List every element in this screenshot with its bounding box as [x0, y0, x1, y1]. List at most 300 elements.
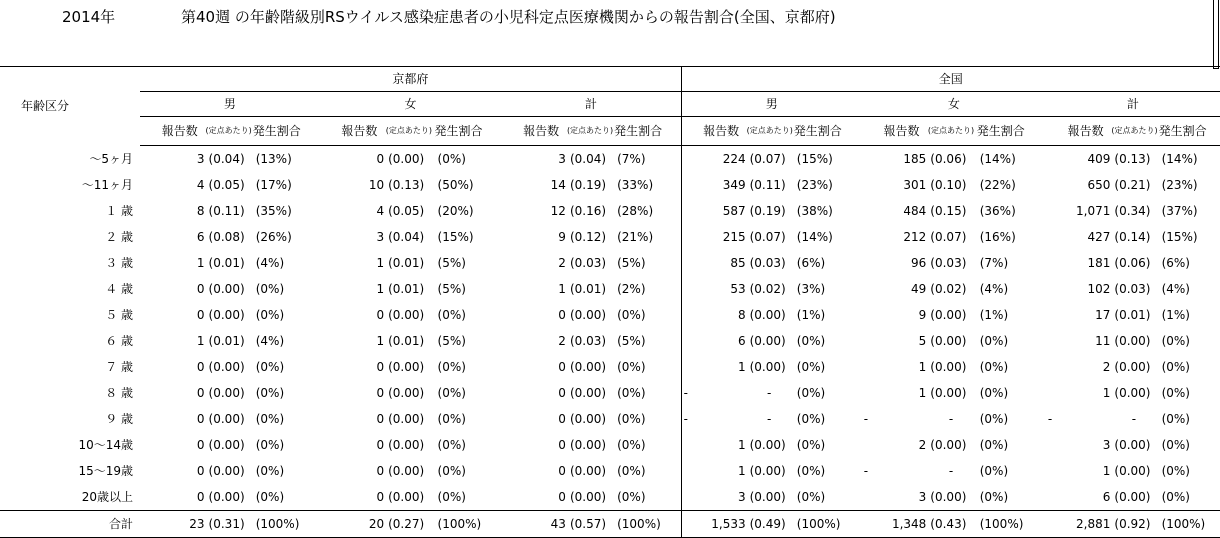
report-count: 0 — [376, 490, 385, 504]
per-sentinel: (0.21) — [1114, 178, 1151, 192]
table-row — [0, 458, 1220, 484]
per-sentinel: (0.00) — [569, 464, 607, 478]
report-count: 20 — [320, 511, 386, 538]
report-count: 185 — [903, 152, 927, 166]
incidence-ratio: (100%) — [251, 511, 320, 538]
incidence-ratio: (0%) — [437, 490, 466, 504]
national-male-header: 男 — [681, 92, 862, 117]
per-sentinel: (0.00) — [569, 438, 607, 452]
incidence-ratio: (20%) — [437, 204, 474, 218]
report-count: 2,881 — [1046, 511, 1112, 538]
incidence-ratio: (0%) — [437, 360, 466, 374]
incidence-ratio: (0%) — [979, 360, 1009, 374]
incidence-ratio: (15%) — [1161, 230, 1198, 244]
report-count: 0 — [196, 464, 205, 478]
report-count: 5 — [918, 334, 927, 348]
incidence-ratio: (0%) — [979, 438, 1009, 452]
per-sentinel: (0.00) — [930, 438, 967, 452]
incidence-ratio: (0%) — [255, 490, 285, 504]
incidence-ratio: (5%) — [437, 256, 466, 270]
age-label: 20歳以上 — [81, 490, 134, 504]
report-count: 301 — [903, 178, 927, 192]
report-count: 0 — [558, 386, 566, 400]
report-count: 0 — [196, 308, 205, 322]
per-sentinel: (0.00) — [749, 360, 786, 374]
report-count: 0 — [376, 360, 385, 374]
report-count: 0 — [558, 438, 566, 452]
per-sentinel: (0.00) — [1114, 360, 1151, 374]
per-sentinel: (0.00) — [749, 464, 786, 478]
age-label: 10～14歳 — [78, 438, 134, 452]
per-sentinel: (0.00) — [930, 490, 967, 504]
incidence-ratio: (7%) — [612, 146, 681, 173]
report-count: 85 — [730, 256, 746, 270]
report-count: 3 — [376, 230, 385, 244]
report-count: 0 — [376, 386, 385, 400]
incidence-ratio: (0%) — [796, 412, 826, 426]
report-count: 409 — [1087, 152, 1111, 166]
per-sentinel: (0.06) — [930, 152, 967, 166]
report-count: 1 — [737, 360, 746, 374]
per-sentinel: (0.07) — [930, 230, 967, 244]
report-count: 1 — [918, 386, 927, 400]
incidence-ratio: (6%) — [1161, 256, 1190, 270]
report-count: 3 — [558, 152, 566, 166]
report-count: 3 — [918, 490, 927, 504]
per-sentinel: (0.11) — [208, 204, 245, 218]
incidence-ratio: (5%) — [612, 250, 681, 276]
age-label: ～5ヶ月 — [89, 151, 134, 166]
report-count: 0 — [196, 360, 205, 374]
national-male-pct-header: 発生割合 — [792, 117, 862, 146]
report-count: 6 — [1102, 490, 1111, 504]
kyoto-total-header: 計 — [501, 92, 681, 117]
table-row — [0, 302, 1220, 328]
table-row — [0, 484, 1220, 511]
incidence-ratio: (0%) — [1161, 412, 1190, 426]
report-count: 1 — [558, 282, 566, 296]
incidence-ratio: (0%) — [612, 458, 681, 484]
per-sentinel: (0.00) — [930, 360, 967, 374]
report-count: 10 — [368, 178, 385, 192]
kyoto-header: 京都府 — [140, 67, 681, 92]
per-sentinel: (0.00) — [208, 308, 245, 322]
per-sentinel: (0.00) — [388, 360, 425, 374]
incidence-ratio: (14%) — [979, 152, 1016, 166]
incidence-ratio: (50%) — [437, 178, 474, 192]
report-count: 1 — [737, 464, 746, 478]
incidence-ratio: (0%) — [437, 464, 466, 478]
per-sentinel: - — [767, 412, 772, 426]
per-sentinel: (0.27) — [385, 511, 432, 538]
report-count: 1 — [376, 256, 385, 270]
report-count: 1,348 — [862, 511, 928, 538]
report-count: 181 — [1087, 256, 1111, 270]
age-label: 15～19歳 — [78, 464, 134, 478]
incidence-ratio: (0%) — [979, 386, 1009, 400]
report-count: - — [863, 464, 869, 478]
per-sentinel: (0.00) — [1114, 386, 1151, 400]
kyoto-male-per-header: (定点あたり) — [206, 117, 251, 146]
per-sentinel: (0.03) — [569, 334, 607, 348]
age-label: 合計 — [0, 511, 140, 538]
incidence-ratio: (0%) — [979, 334, 1009, 348]
national-female-per-header: (定点あたり) — [927, 117, 974, 146]
per-sentinel: (0.00) — [208, 438, 245, 452]
report-count: 0 — [558, 308, 566, 322]
per-sentinel: (0.02) — [749, 282, 786, 296]
per-sentinel: - — [767, 386, 772, 400]
report-count: - — [683, 412, 688, 426]
national-female-pct-header: 発生割合 — [975, 117, 1046, 146]
table-row — [0, 354, 1220, 380]
report-count: 1 — [376, 334, 385, 348]
kyoto-female-count-header: 報告数 — [320, 117, 386, 146]
per-sentinel: (0.00) — [749, 308, 786, 322]
national-female-header: 女 — [862, 92, 1046, 117]
table-row — [0, 276, 1220, 302]
report-count: 1 — [196, 334, 205, 348]
incidence-ratio: (16%) — [979, 230, 1016, 244]
per-sentinel: (0.00) — [569, 386, 607, 400]
per-sentinel: (0.06) — [1114, 256, 1151, 270]
report-count: 212 — [903, 230, 927, 244]
per-sentinel: (0.13) — [388, 178, 425, 192]
incidence-ratio: (0%) — [979, 464, 1009, 478]
report-count: 43 — [501, 511, 567, 538]
report-count: 0 — [376, 438, 385, 452]
per-sentinel: (0.00) — [749, 334, 786, 348]
per-sentinel: (0.03) — [569, 256, 607, 270]
report-count: 0 — [196, 412, 205, 426]
report-count: 1,533 — [681, 511, 747, 538]
incidence-ratio: (0%) — [255, 412, 285, 426]
report-count: 0 — [196, 490, 205, 504]
incidence-ratio: (1%) — [979, 308, 1009, 322]
national-total-pct-header: 発生割合 — [1157, 117, 1220, 146]
report-count: 215 — [722, 230, 746, 244]
incidence-ratio: (0%) — [612, 380, 681, 406]
report-count: 224 — [722, 152, 746, 166]
per-sentinel: (0.00) — [930, 308, 967, 322]
incidence-ratio: (14%) — [1161, 152, 1198, 166]
age-header: 年齢区分 — [0, 67, 140, 146]
national-header: 全国 — [681, 67, 1220, 92]
per-sentinel: (0.05) — [208, 178, 245, 192]
report-count: 2 — [558, 256, 566, 270]
per-sentinel: (0.07) — [749, 152, 786, 166]
age-label: ４ 歳 — [105, 282, 134, 296]
age-label: ７ 歳 — [105, 360, 134, 374]
incidence-ratio: (0%) — [1161, 464, 1190, 478]
incidence-ratio: (0%) — [612, 302, 681, 328]
incidence-ratio: (0%) — [612, 354, 681, 380]
incidence-ratio: (33%) — [612, 172, 681, 198]
per-sentinel: (0.00) — [1114, 334, 1151, 348]
incidence-ratio: (0%) — [1161, 386, 1190, 400]
per-sentinel: (0.00) — [208, 412, 245, 426]
report-count: 3 — [1102, 438, 1111, 452]
incidence-ratio: (0%) — [979, 490, 1009, 504]
table-row — [0, 224, 1220, 250]
incidence-ratio: (100%) — [433, 511, 502, 538]
incidence-ratio: (0%) — [796, 464, 826, 478]
per-sentinel: (0.01) — [208, 334, 245, 348]
per-sentinel: (0.02) — [930, 282, 967, 296]
incidence-ratio: (0%) — [255, 438, 285, 452]
incidence-ratio: (0%) — [255, 386, 285, 400]
per-sentinel: (0.00) — [930, 386, 967, 400]
incidence-ratio: (0%) — [1161, 438, 1190, 452]
national-total-count-header: 報告数 — [1046, 117, 1112, 146]
per-sentinel: (0.00) — [569, 490, 607, 504]
kyoto-total-pct-header: 発生割合 — [612, 117, 681, 146]
report-count: 1 — [376, 282, 385, 296]
report-count: 12 — [550, 204, 566, 218]
report-count: 9 — [918, 308, 927, 322]
report-count: 14 — [550, 178, 566, 192]
per-sentinel: (0.19) — [569, 178, 607, 192]
incidence-ratio: (21%) — [612, 224, 681, 250]
per-sentinel: (0.01) — [388, 256, 425, 270]
incidence-ratio: (13%) — [255, 152, 292, 166]
per-sentinel: (0.00) — [749, 438, 786, 452]
kyoto-female-per-header: (定点あたり) — [385, 117, 432, 146]
report-count: 6 — [737, 334, 746, 348]
report-count: 3 — [196, 152, 205, 166]
report-count: 1,071 — [1076, 204, 1111, 218]
per-sentinel: - — [1131, 412, 1137, 426]
per-sentinel: (0.01) — [208, 256, 245, 270]
per-sentinel: (0.10) — [930, 178, 967, 192]
report-count: 0 — [376, 308, 385, 322]
kyoto-female-pct-header: 発生割合 — [433, 117, 502, 146]
report-year: 2014年 — [62, 8, 116, 26]
per-sentinel: (0.00) — [930, 334, 967, 348]
report-count: 0 — [196, 438, 205, 452]
incidence-ratio: (5%) — [437, 334, 466, 348]
per-sentinel: (0.00) — [749, 490, 786, 504]
report-count: 4 — [196, 178, 205, 192]
table-row — [0, 172, 1220, 198]
report-count: 0 — [196, 282, 205, 296]
report-count: 4 — [376, 204, 385, 218]
per-sentinel: (0.34) — [1114, 204, 1151, 218]
per-sentinel: (0.92) — [1111, 511, 1156, 538]
age-label: ８ 歳 — [105, 386, 134, 400]
incidence-ratio: (2%) — [612, 276, 681, 302]
per-sentinel: (0.04) — [388, 230, 425, 244]
per-sentinel: (0.03) — [749, 256, 786, 270]
per-sentinel: (0.00) — [388, 386, 425, 400]
report-count: 1 — [737, 438, 746, 452]
report-count: 349 — [722, 178, 746, 192]
per-sentinel: (0.31) — [206, 511, 251, 538]
per-sentinel: - — [948, 412, 954, 426]
incidence-ratio: (100%) — [975, 511, 1046, 538]
incidence-ratio: (22%) — [979, 178, 1016, 192]
per-sentinel: (0.43) — [927, 511, 974, 538]
incidence-ratio: (0%) — [979, 412, 1009, 426]
per-sentinel: (0.05) — [388, 204, 425, 218]
incidence-ratio: (38%) — [796, 204, 833, 218]
per-sentinel: (0.00) — [388, 464, 425, 478]
incidence-ratio: (0%) — [255, 308, 285, 322]
page-title: 第40週 の年齢階級別RSウイルス感染症患者の小児科定点医療機関からの報告割合(全国、京都府) — [181, 8, 836, 26]
per-sentinel: (0.16) — [569, 204, 607, 218]
per-sentinel: (0.00) — [388, 152, 425, 166]
incidence-ratio: (0%) — [437, 308, 466, 322]
incidence-ratio: (6%) — [796, 256, 826, 270]
age-label: ３ 歳 — [105, 256, 134, 270]
kyoto-male-count-header: 報告数 — [140, 117, 206, 146]
kyoto-female-header: 女 — [320, 92, 502, 117]
incidence-ratio: (4%) — [979, 282, 1009, 296]
report-count: - — [683, 386, 688, 400]
report-count: 1 — [1102, 386, 1111, 400]
report-count: 427 — [1087, 230, 1111, 244]
table-row — [0, 406, 1220, 432]
per-sentinel: (0.00) — [208, 282, 245, 296]
incidence-ratio: (0%) — [437, 152, 466, 166]
incidence-ratio: (1%) — [1161, 308, 1190, 322]
per-sentinel: (0.00) — [1114, 438, 1151, 452]
incidence-ratio: (0%) — [612, 484, 681, 511]
report-count: 96 — [911, 256, 927, 270]
incidence-ratio: (0%) — [796, 438, 826, 452]
per-sentinel: (0.00) — [569, 360, 607, 374]
report-count: 0 — [558, 412, 566, 426]
incidence-ratio: (0%) — [796, 386, 826, 400]
per-sentinel: (0.00) — [1114, 464, 1151, 478]
incidence-ratio: (0%) — [796, 360, 826, 374]
per-sentinel: (0.12) — [569, 230, 607, 244]
incidence-ratio: (3%) — [796, 282, 826, 296]
report-count: 2 — [918, 438, 927, 452]
kyoto-male-header: 男 — [140, 92, 320, 117]
incidence-ratio: (0%) — [612, 406, 681, 432]
total-row — [0, 511, 1220, 538]
table-row — [0, 328, 1220, 354]
incidence-ratio: (4%) — [1161, 282, 1190, 296]
per-sentinel: (0.00) — [1114, 490, 1151, 504]
incidence-ratio: (4%) — [255, 334, 285, 348]
incidence-ratio: (15%) — [437, 230, 474, 244]
incidence-ratio: (0%) — [796, 490, 826, 504]
incidence-ratio: (37%) — [1161, 204, 1198, 218]
incidence-ratio: (7%) — [979, 256, 1009, 270]
incidence-ratio: (23%) — [1161, 178, 1198, 192]
age-label: ２ 歳 — [105, 230, 134, 244]
per-sentinel: (0.00) — [208, 490, 245, 504]
incidence-ratio: (0%) — [255, 360, 285, 374]
report-count: 2 — [558, 334, 566, 348]
incidence-ratio: (36%) — [979, 204, 1016, 218]
per-sentinel: (0.04) — [569, 152, 607, 166]
incidence-ratio: (0%) — [255, 464, 285, 478]
per-sentinel: (0.00) — [388, 412, 425, 426]
report-count: - — [1047, 412, 1053, 426]
age-label: ～11ヶ月 — [81, 178, 134, 192]
per-sentinel: (0.19) — [749, 204, 786, 218]
report-count: 0 — [558, 360, 566, 374]
kyoto-total-per-header: (定点あたり) — [567, 117, 612, 146]
national-male-count-header: 報告数 — [681, 117, 747, 146]
per-sentinel: (0.11) — [749, 178, 786, 192]
report-count: 11 — [1095, 334, 1111, 348]
report-count: 9 — [558, 230, 566, 244]
incidence-ratio: (14%) — [796, 230, 833, 244]
national-total-per-header: (定点あたり) — [1111, 117, 1156, 146]
per-sentinel: (0.08) — [208, 230, 245, 244]
per-sentinel: (0.03) — [930, 256, 967, 270]
report-table — [0, 66, 1220, 538]
report-count: 0 — [558, 464, 566, 478]
report-count: 1 — [196, 256, 205, 270]
per-sentinel: - — [948, 464, 954, 478]
incidence-ratio: (0%) — [1161, 360, 1190, 374]
report-count: 3 — [737, 490, 746, 504]
incidence-ratio: (0%) — [612, 432, 681, 458]
table-row — [0, 250, 1220, 276]
incidence-ratio: (100%) — [612, 511, 681, 538]
incidence-ratio: (0%) — [796, 334, 826, 348]
age-label: ９ 歳 — [105, 412, 134, 426]
incidence-ratio: (23%) — [796, 178, 833, 192]
per-sentinel: (0.00) — [208, 464, 245, 478]
per-sentinel: (0.01) — [569, 282, 607, 296]
national-male-per-header: (定点あたり) — [747, 117, 792, 146]
report-count: 650 — [1087, 178, 1111, 192]
report-count: - — [863, 412, 869, 426]
per-sentinel: (0.13) — [1114, 152, 1151, 166]
report-count: 484 — [903, 204, 927, 218]
per-sentinel: (0.15) — [930, 204, 967, 218]
per-sentinel: (0.01) — [1114, 308, 1151, 322]
table-row — [0, 146, 1220, 173]
report-count: 587 — [722, 204, 746, 218]
report-count: 53 — [730, 282, 746, 296]
national-female-count-header: 報告数 — [862, 117, 928, 146]
incidence-ratio: (35%) — [255, 204, 292, 218]
table-row — [0, 380, 1220, 406]
report-count: 17 — [1095, 308, 1111, 322]
report-count: 0 — [376, 464, 385, 478]
incidence-ratio: (0%) — [1161, 334, 1190, 348]
incidence-ratio: (5%) — [612, 328, 681, 354]
per-sentinel: (0.00) — [569, 308, 607, 322]
report-count: 49 — [911, 282, 927, 296]
report-count: 6 — [196, 230, 205, 244]
report-count: 8 — [737, 308, 746, 322]
incidence-ratio: (0%) — [1161, 490, 1190, 504]
per-sentinel: (0.00) — [208, 386, 245, 400]
per-sentinel: (0.00) — [388, 438, 425, 452]
table-row — [0, 432, 1220, 458]
incidence-ratio: (15%) — [796, 152, 833, 166]
incidence-ratio: (17%) — [255, 178, 292, 192]
kyoto-male-pct-header: 発生割合 — [251, 117, 320, 146]
age-label: １ 歳 — [105, 204, 134, 218]
per-sentinel: (0.01) — [388, 282, 425, 296]
report-count: 0 — [376, 412, 385, 426]
per-sentinel: (0.14) — [1114, 230, 1151, 244]
incidence-ratio: (100%) — [792, 511, 862, 538]
per-sentinel: (0.49) — [747, 511, 792, 538]
incidence-ratio: (0%) — [255, 282, 285, 296]
incidence-ratio: (100%) — [1157, 511, 1220, 538]
age-label: ６ 歳 — [105, 334, 134, 348]
